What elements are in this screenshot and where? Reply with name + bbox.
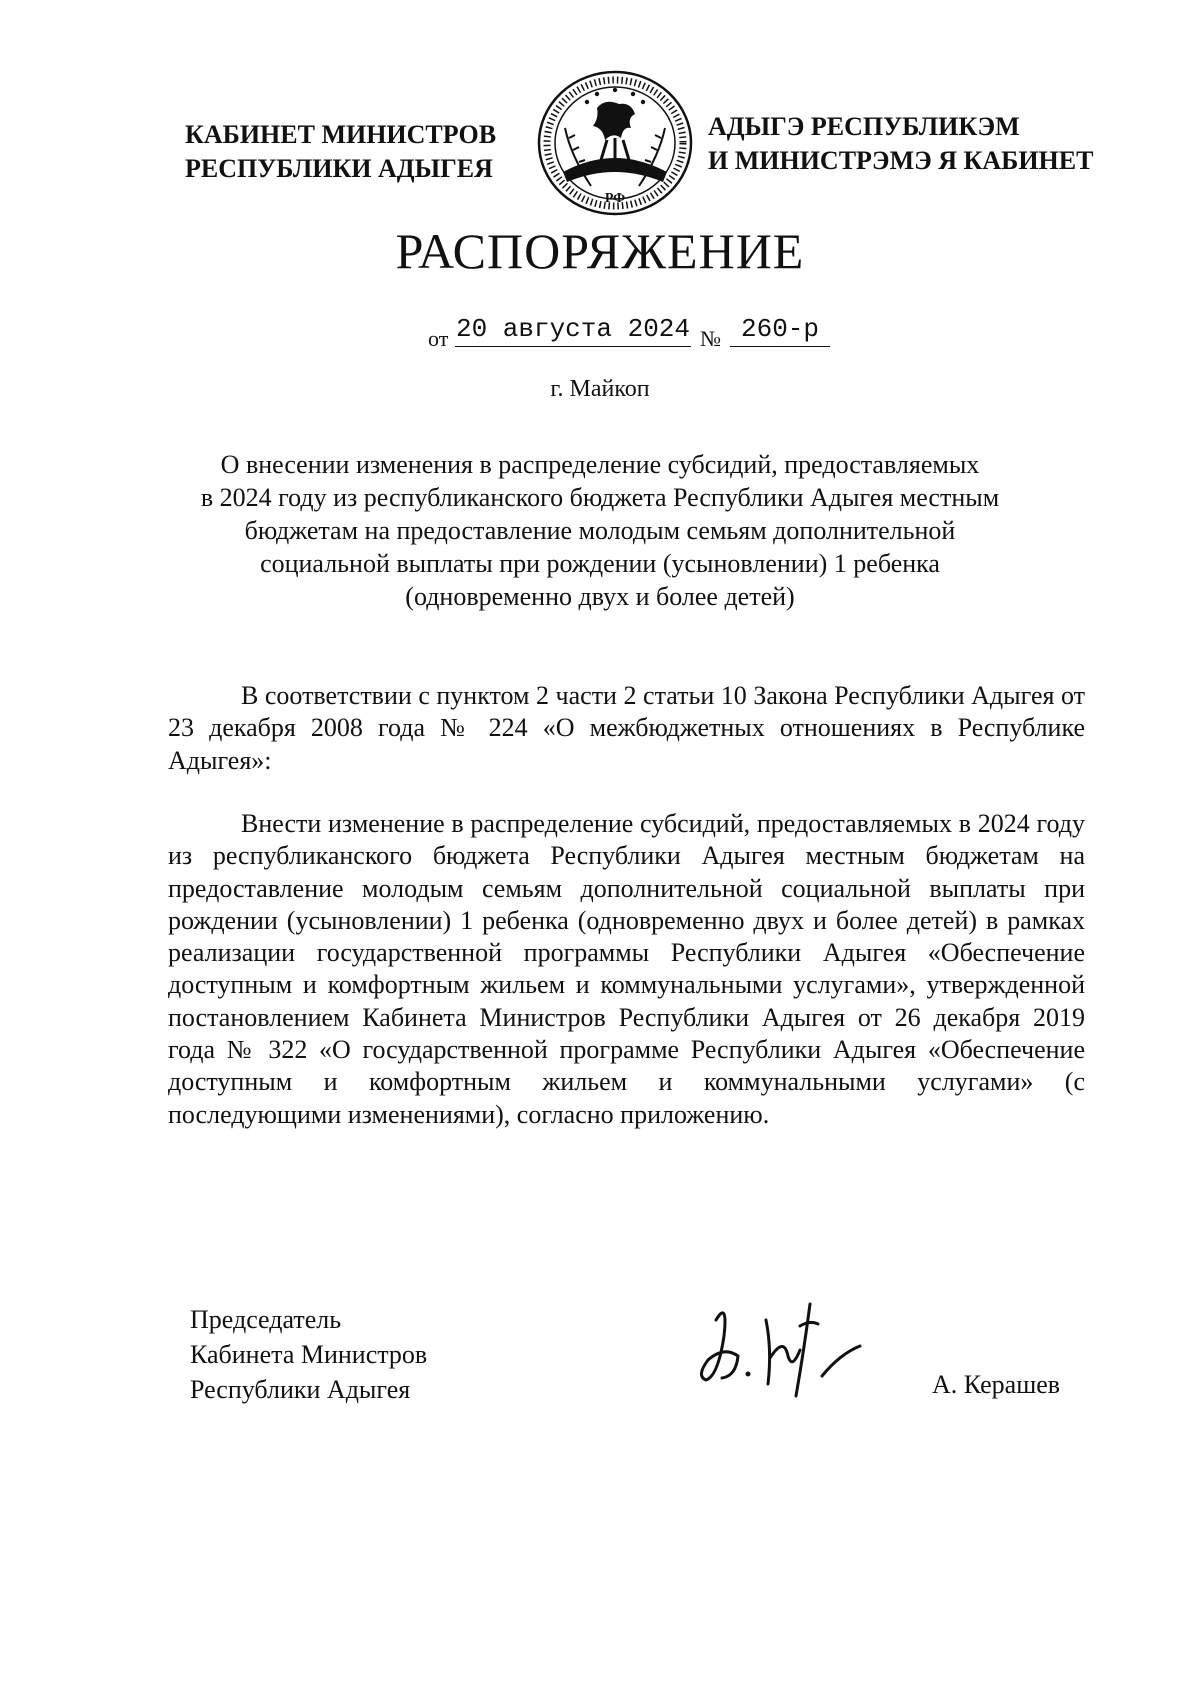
- handwritten-signature: [688, 1280, 868, 1410]
- document-subject: [150, 448, 1050, 613]
- document-city: г. Майкоп: [550, 376, 650, 402]
- paragraph-preamble: В соответствии с пунктом 2 части 2 статьи 10 Закона Республики Адыгея от 23 декабря 2008 года № 224 «О межбюджетных отношениях в Республике Адыгея»:: [168, 681, 1085, 775]
- date-prefix: от: [428, 326, 449, 351]
- header-left-line-1: КАБИНЕТ МИНИСТРОВ: [185, 120, 497, 149]
- document-number: 260-р: [730, 312, 830, 347]
- number-prefix: №: [700, 326, 721, 351]
- document-title: РАСПОРЯЖЕНИЕ: [395, 223, 805, 279]
- signatory-position-line: Республики Адыгея: [190, 1375, 411, 1404]
- header-right-line-1: АДЫГЭ РЕСПУБЛИКЭМ: [708, 112, 1020, 141]
- emblem-letters: РФ: [604, 191, 626, 206]
- header-right: [708, 110, 1093, 178]
- document-date: 20 августа 2024: [455, 312, 691, 347]
- header-right-line-2: И МИНИСТРЭМЭ Я КАБИНЕТ: [708, 146, 1094, 175]
- signatory-position-line: Председатель: [190, 1305, 342, 1334]
- header-left-line-2: РЕСПУБЛИКИ АДЫГЕЯ: [185, 154, 493, 183]
- signatory-position: [190, 1302, 427, 1407]
- signatory-position-line: Кабинета Министров: [190, 1340, 428, 1369]
- date-number-line: [0, 312, 1200, 352]
- subject-line: (одновременно двух и более детей): [405, 582, 795, 611]
- signer-name: А. Керашев: [932, 1370, 1061, 1399]
- subject-line: О внесении изменения в распределение субсидий, предоставляемых: [220, 450, 980, 479]
- coat-of-arms-emblem: [535, 68, 695, 218]
- subject-line: социальной выплаты при рождении (усыновлении) 1 ребенка: [260, 549, 940, 578]
- subject-line: в 2024 году из республиканского бюджета Республики Адыгея местным: [200, 483, 1000, 512]
- subject-line: бюджетам на предоставление молодым семьям дополнительной: [244, 516, 956, 545]
- paragraph-order: Внести изменение в распределение субсидий, предоставляемых в 2024 году из республиканского бюджета Республики Адыгея местным бюджетам на предоставление молодым семьям дополнительной социальной выплаты при рождении (усыновлении) 1 ребенка (одновременно двух и более детей) в рамках реализации государственной программы Республики Адыгея «Обеспечение доступным и комфортным жильем и коммунальными услугами», утвержденной постановлением Кабинета Министров Республики Адыгея от 26 декабря 2019 года № 322 «О государственной программе Республики Адыгея «Обеспечение доступным и комфортным жильем и коммунальными услугами» (с последующими изменениями), согласно приложению.: [168, 809, 1085, 1129]
- header-left: [185, 118, 496, 186]
